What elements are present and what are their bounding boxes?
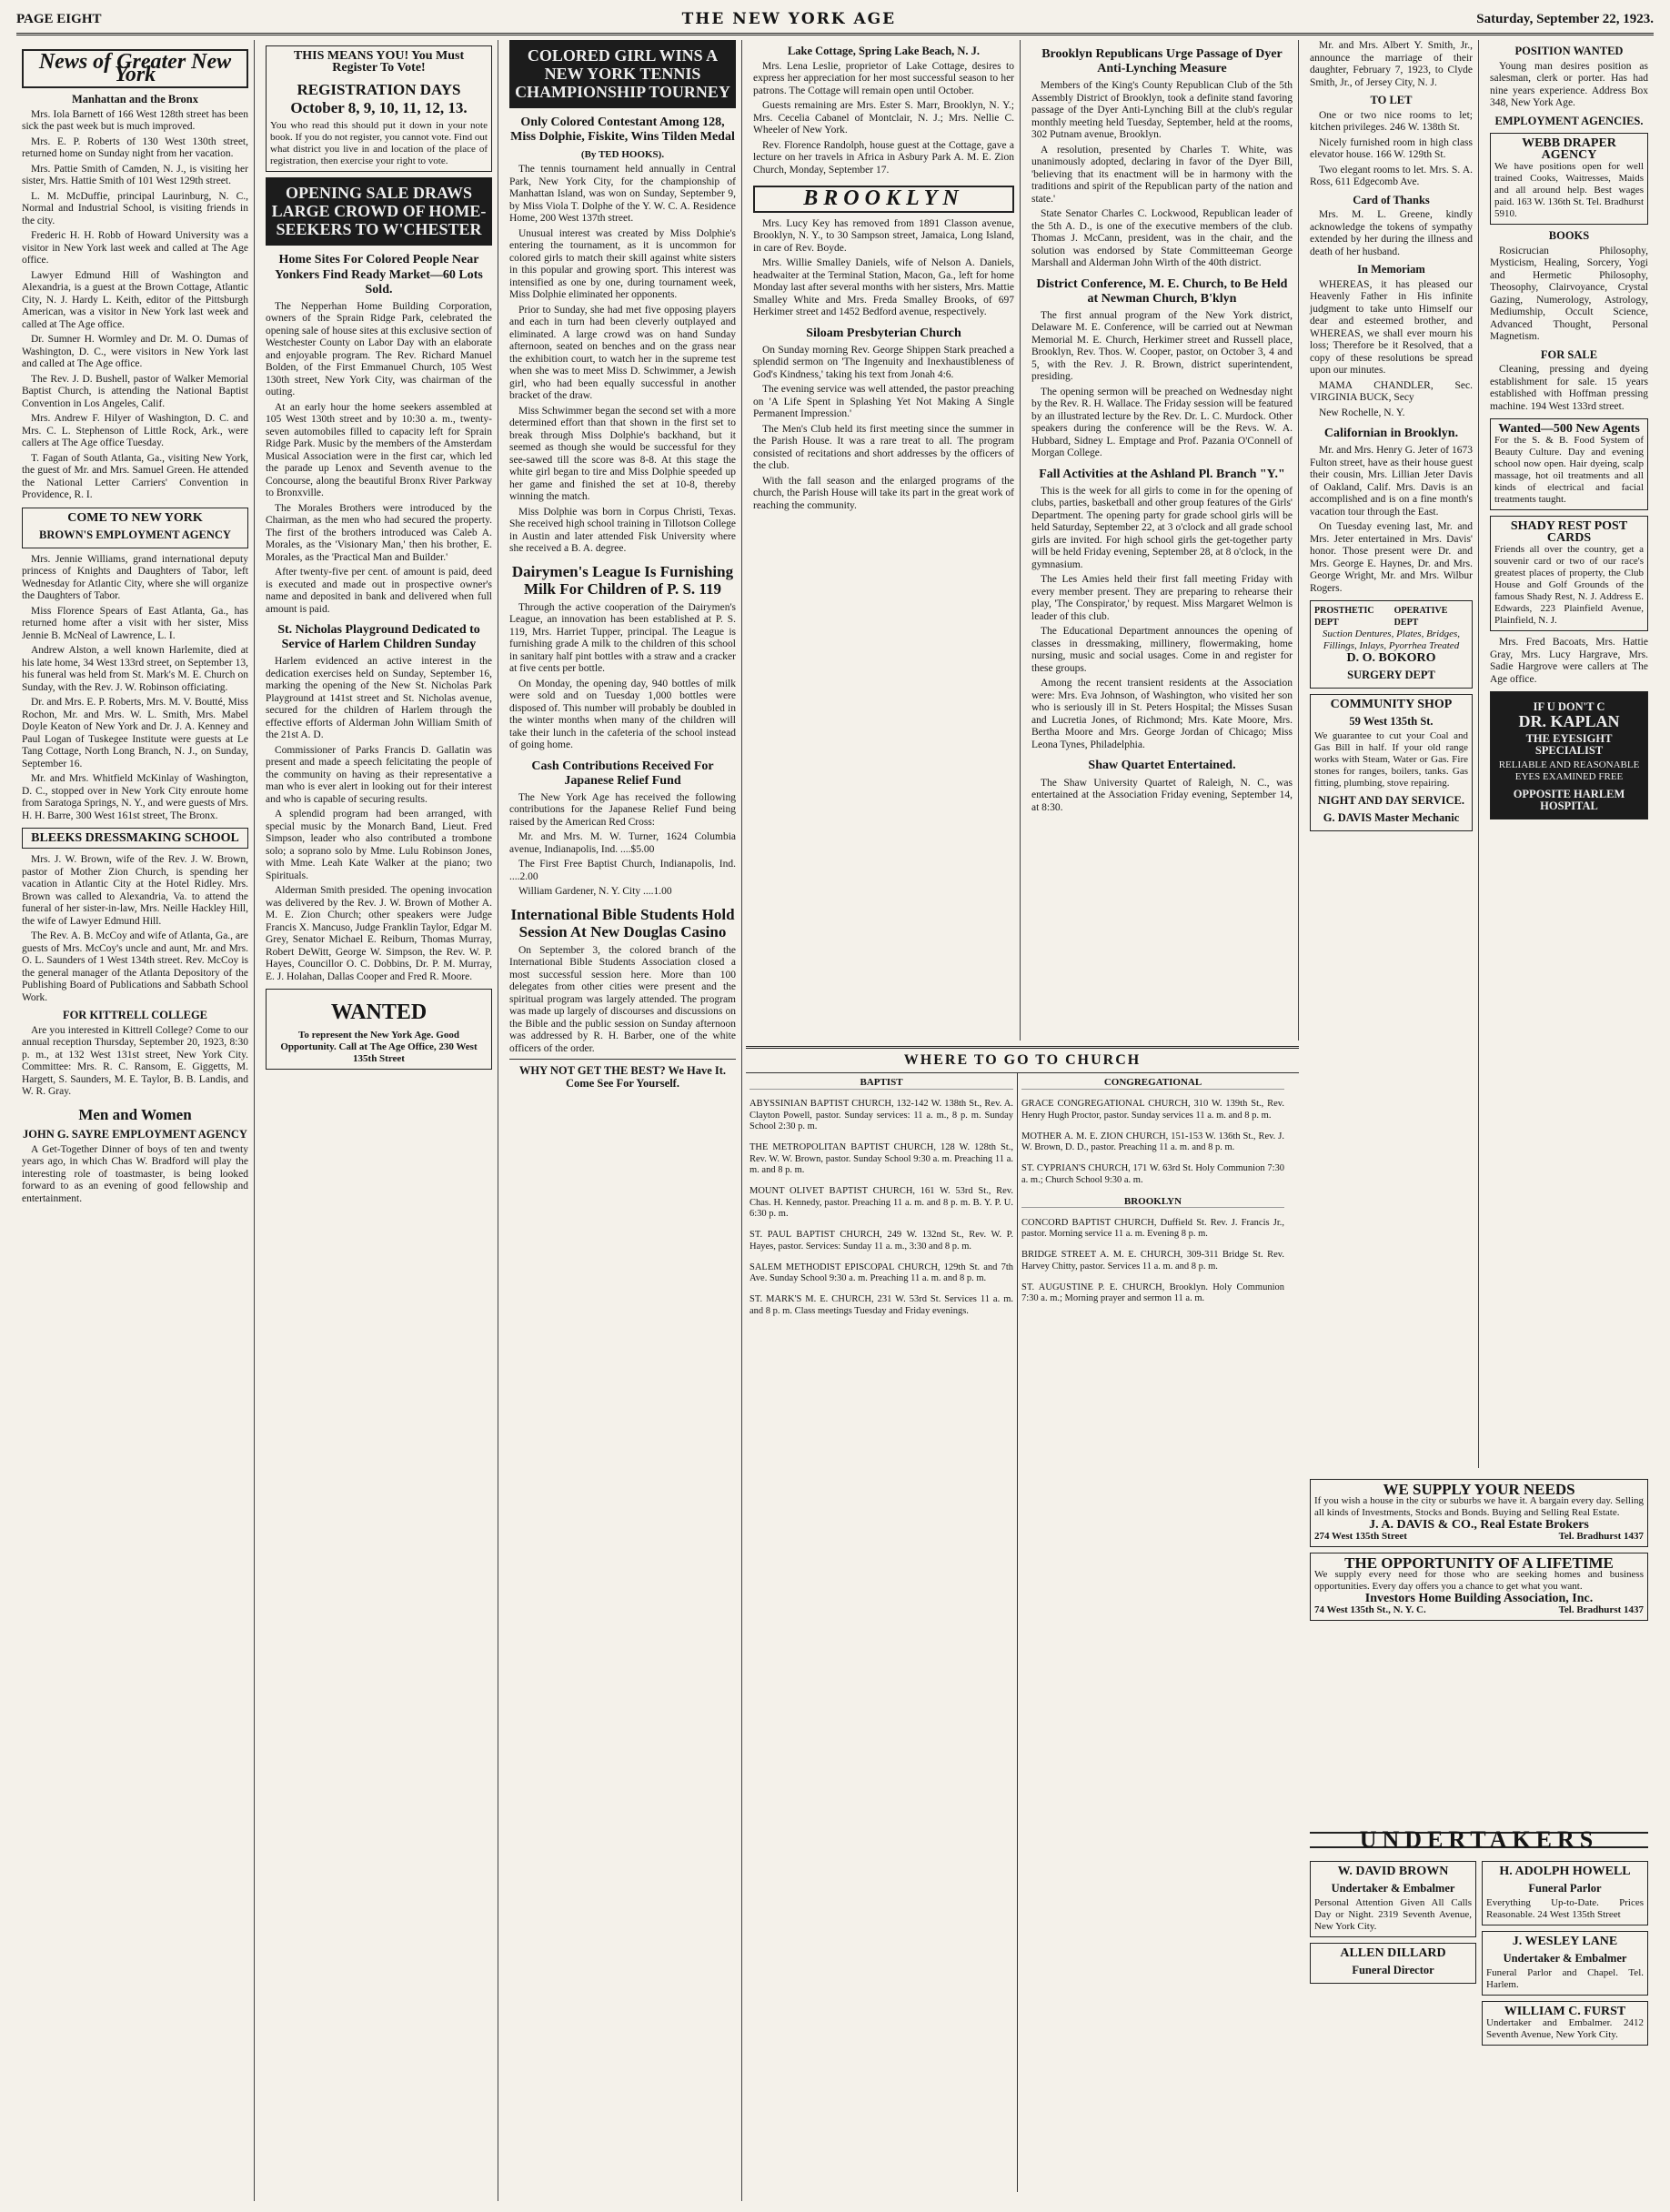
news-item: The Rev. A. B. McCoy and wife of Atlanta, Ga., are guests of Mrs. McCoy's uncle and aunt, Mr. and Mrs. O. L. Saunders of 1 West 134th street. Rev. McCoy is the general manager of the Atlanta Depository of the Publishing Board of Publications and Sabbath School Work. [22,930,248,1003]
article-paragraph: A resolution, presented by Charles T. White, was unanimously adopted, declaring in favor of the Dyer Bill, 'believing that its enactment will be in harmony with the traditions and spirit of the Republican party of the nation and state.' [1031,144,1293,205]
real-estate-ads [1304,1473,1654,1819]
ad-body: We guarantee to cut your Coal and Gas Bill in half. If your old range works with Steam, Water or Gas. Fire stones for ranges, boilers, tanks. Gas fitting, plumbing, stove repairing. [1314,730,1468,789]
newspaper-title: THE NEW YORK AGE [681,10,897,28]
classified-ad: Two elegant rooms to let. Mrs. S. A. Ross, 611 Edgecomb Ave. [1310,164,1473,187]
box-head: REGISTRATION DAYS October 8, 9, 10, 11, 12, 13. [290,81,468,116]
ad-sub: Undertaker & Embalmer [1331,1881,1455,1895]
article-paragraph: With the fall season and the enlarged programs of the church, the Parish House will take its part in the great work of reaching the community. [753,475,1014,511]
classified-ad: Nicely furnished room in high class elevator house. 166 W. 129th St. [1310,136,1473,160]
article-paragraph: Alderman Smith presided. The opening invocation was delivered by the Rev. J. W. Brown of Mother A. M. E. Zion Church; other speakers were Judge Francis X. Mancuso, Judge Franklin Taylor, Edgar M. Grey, Senator Michael E. Reiburn, Thomas Murray, Robert DeWitt, George W. Simpson, the Rev. W. P. Hayes, Councillor O. C. Dobbins, Dr. P. M. Murray, E. J. Holahan, Dallas Cooper and Fred R. Moore. [266,885,492,982]
reverse-headline: COLORED GIRL WINS A NEW YORK TENNIS CHAMPIONSHIP TOURNEY [509,40,736,108]
news-item: Mrs. Jennie Williams, grand international deputy princess of Knights and Daughters of Tabor, left Wednesday for Atlantic City, where she will organize the Daughters of Tabor. [22,553,248,601]
article-paragraph: Prior to Sunday, she had met five opposing players and each in turn had been cleverly outplayed and eliminated. A large crowd was on hand Sunday afternoon, seated on benches and on the grass near the exhibition court, to watch her in the supreme test when she was to meet Miss D. Schwimmer, a Jewish girl, who had been equally successful in another bracket of the draw. [509,304,736,402]
article-paragraph: Harlem evidenced an active interest in the dedication exercises held on Sunday, September 16, marking the opening of the New St. Nicholas Park Playground at 141st street and St. Nicholas avenue, secured for the children of Harlem through the effective efforts of Alderman John William Smith of the 21st A. D. [266,656,492,741]
dentist-services: Suction Dentures, Plates, Bridges, Fillings, Inlays, Pyorrhea Treated [1322,628,1461,652]
headline: Fall Activities at the Ashland Pl. Branch "Y." [1039,467,1285,481]
ad-title: COME TO NEW YORK [67,510,203,525]
ad-title: Wanted—500 New Agents [1498,422,1640,436]
church-column-right [1017,1073,1288,2192]
undertaker-ad [1310,1943,1476,1984]
denomination-label: CONGREGATIONAL [1021,1077,1284,1090]
news-item: Rev. Florence Randolph, house guest at the Cottage, gave a lecture on her travels in Africa in Asbury Park A. M. E. Zion Church, Monday, September 17. [753,139,1014,176]
article-paragraph: After twenty-five per cent. of amount is paid, deed is executed and made out in prospective owner's name and deposited in bank and delivered when full amount is paid. [266,567,492,615]
ad-line: RELIABLE AND REASONABLE EYES EXAMINED FREE [1498,759,1640,782]
dept-label: PROSTHETIC DEPT [1314,606,1374,628]
article-paragraph: The first annual program of the New York district, Delaware M. E. Conference, will be carried out at Newman Memorial M. E. Church, Herkimer street and Russell place, Brooklyn, Rev. Thos. W. Cooper, pastor, on October 3, 4 and 5, with the Rev. J. R. Brown, district superintendent, presiding. [1031,309,1293,383]
ad-body: For the S. & B. Food System of Beauty Culture. Day and evening school now open. Hair dyeing, scalp massage, hot oil treatments and all kinds of electrical and facial treatments taught. [1494,435,1644,505]
headline: Only Colored Contestant Among 128, Miss Dolphie, Fiskite, Wins Tilden Medal [510,116,735,145]
church-listing: THE METROPOLITAN BAPTIST CHURCH, 128 W. 128th St., Rev. W. W. Brown, pastor. Sunday School 9:30 a. m. Preaching 11 a. m. and 8 p. m. [749,1142,1013,1175]
section-banner: News of Greater New York [22,49,248,88]
news-item: Miss Florence Spears of East Atlanta, Ga., has returned home after a visit with her sister, Miss Jennie B. McNeal of Lawrence, L. I. [22,605,248,641]
ad-phone: Tel. Bradhurst 1437 [1558,1531,1644,1542]
classified-label: EMPLOYMENT AGENCIES. [1494,114,1644,127]
article-paragraph: The Educational Department announces the opening of classes in dressmaking, millinery, flowermaking, home nursing, music and social usages. Come in and register for these groups. [1031,626,1293,674]
church-listing: MOTHER A. M. E. ZION CHURCH, 151-153 W. 136th St., Rev. J. W. Brown, D. D., pastor. Preaching 11 a. m. and 8 p. m. [1021,1131,1284,1152]
classified-label: FOR SALE [1540,347,1598,361]
ad-body: Friends all over the country, get a souvenir card or two of our race's greatest places of property, the Club House and Golf Grounds of the famous Shady Rest, N. J. Address E. Edwards, 223 Plainfield Avenue, Plainfield, N. J. [1494,544,1644,626]
news-item: Guests remaining are Mrs. Ester S. Marr, Brooklyn, N. Y.; Mrs. Cecelia Cabanel of Montclair, N. J.; Mrs. Nellie C. Wheeler of New York. [753,100,1014,136]
contribution-line: William Gardener, N. Y. City ....1.00 [518,886,672,898]
denomination-label: BROOKLYN [1021,1196,1284,1209]
article-paragraph: Members of the King's County Republican Club of the 5th Assembly District of Brooklyn, took a definite stand favoring passage of the Dyer Anti-Lynching Bill at the club's regular monthly meeting held Tuesday, September, held at the rooms, 302 Putnam avenue, Brooklyn. [1031,80,1293,141]
article-paragraph: On Sunday morning Rev. George Shippen Stark preached a splendid sermon on 'The Ingenuity and Inexhaustibleness of God's Kindness,' taking his text from Jonah 4:6. [753,344,1014,380]
masthead [16,5,1654,35]
news-item: Mr. and Mrs. Whitfield McKinlay of Washington, D. C., stopped over in New York City enroute home from Saratoga Springs, N. Y., and were guests of Mrs. H. H. Barre, 300 West 161st street, The Bronx. [22,773,248,821]
box-body: You who read this should put it down in your note book. If you do not register, you cannot vote. Find out what district you live in and location of the place of registration, then exercise your right to vote. [270,120,488,167]
headline: District Conference, M. E. Church, to Be Held at Newman Church, B'klyn [1036,276,1288,306]
place: New Rochelle, N. Y. [1319,407,1405,418]
undertaker-ad [1310,1861,1476,1937]
dentist-name: D. O. BOKORO [1346,651,1436,666]
ad-title: WE SUPPLY YOUR NEEDS [1383,1481,1575,1498]
registration-box [266,45,492,172]
article-paragraph: The Nepperhan Home Building Corporation, owners of the Sprain Ridge Park, celebrated the opening sale of house sites at this exclusive section of Westchester County on Labor Day with an elaborate and enjoyable program. The Rev. Richard Manuel Bolden, of the First Emmanuel Church, 105 West 130th street, New York City, was chairman of the outing. [266,300,492,398]
news-item: Mr. and Mrs. Henry G. Jeter of 1673 Fulton street, have as their house guest their cousin, Mrs. Lillian Jeter Davis of Oakland, Calif. Mrs. Davis is an accomplished and is on a fine month's vacation tour through the East. [1310,445,1473,518]
ad-name: BROWN'S EMPLOYMENT AGENCY [39,528,231,541]
byline: (By TED HOOKS). [580,148,665,160]
ad-line: THE EYESIGHT SPECIALIST [1525,732,1613,757]
ad-sub: Funeral Director [1352,1963,1434,1976]
classified-label: TO LET [1370,94,1413,106]
headline: Home Sites For Colored People Near Yonkers Find Ready Market—60 Lots Sold. [275,253,483,297]
ad-name: WILLIAM C. FURST [1504,2004,1626,2018]
column-3 [504,40,742,2201]
ad-service: NIGHT AND DAY SERVICE. [1318,794,1464,808]
reverse-headline: OPENING SALE DRAWS LARGE CROWD OF HOME-SEEKERS TO W'CHESTER [266,177,492,246]
article-paragraph: Unusual interest was created by Miss Dolphie's entering the tournament, as it is uncommon for colored girls to match their skill against white sisters in this popular and growing sport. This interest was intensified as one by one, during tournament week, Miss Dolphie eliminated her opponents. [509,227,736,301]
classified-ad: Cleaning, pressing and dyeing establishment for sale. 15 years established with Hoffman pressing machine. 194 West 133rd street. [1490,364,1648,412]
classified-ad: Young man desires position as salesman, clerk or porter. Has had nine years experience. Address Box 348, New York Age. [1490,60,1648,108]
ad-address: 59 West 135th St. [1349,715,1434,729]
ad-body: Undertaker and Embalmer. 2412 Seventh Avenue, New York City. [1486,2016,1644,2040]
ad-body: Everything Up-to-Date. Prices Reasonable. 24 West 135th Street [1486,1896,1644,1920]
church-listing: ST. PAUL BAPTIST CHURCH, 249 W. 132nd St., Rev. W. P. Hayes, pastor. Services: Sunday 11 a. m., 3:30 and 8 p. m. [749,1230,1013,1252]
ad-title: COMMUNITY SHOP [1330,698,1453,712]
church-listing: ABYSSINIAN BAPTIST CHURCH, 132-142 W. 138th St., Rev. A. Clayton Powell, pastor. Sunday services: 11 a. m., 8 p. m. Sunday School 2:30 p. m. [749,1099,1013,1131]
dept-label: OPERATIVE DEPT [1393,606,1448,628]
headline: Dairymen's League Is Furnishing Milk For Children of P. S. 119 [511,562,734,598]
article-paragraph: At an early hour the home seekers assembled at 105 West 130th street and by 10:30 a. m., twenty-seven automobiles filled to capacity left for Sprain Ridge Park. Music by the members of the Amsterdam Musical Association were in the first car, which led the parade up Lenox and Seventh avenue to the Concourse, along the beautiful Bronx River Parkway to Bronxville. [266,401,492,499]
ad-body: If you wish a house in the city or suburbs we have it. A bargain every day. Selling all kinds of Investments, Stocks and Bonds. Buying and Selling Real Estate. [1314,1495,1644,1518]
news-item: Mrs. Iola Barnett of 166 West 128th street has been sick the past week but is much improved. [22,108,248,132]
headline: Brooklyn Republicans Urge Passage of Dyer Anti-Lynching Measure [1041,47,1283,76]
contribution-line: Mr. and Mrs. M. W. Turner, 1624 Columbia avenue, Indianapolis, Ind. ....$5.00 [509,831,736,855]
news-item: Andrew Alston, a well known Harlemite, died at his late home, 34 West 133rd street, on September 13, his funeral was held from St. Mark's M. E. Church on Sunday, with the Rev. J. W. Robinson officiating. [22,645,248,693]
wanted-box [266,989,492,1070]
article-paragraph: The tennis tournament held annually in Central Park, New York City, for the championship of Manhattan Island, was won on Sunday, September 9, by Miss Viola T. Dolphe of the Y. W. C. A. Residence Home, 200 West 137th street. [509,164,736,225]
ad-phone: Tel. Bradhurst 1437 [1558,1604,1644,1615]
news-item: T. Fagan of South Atlanta, Ga., visiting New York, the guest of Mr. and Mrs. Samuel Green. He attended the National Letter Carriers' Convention in Providence, R. I. [22,452,248,500]
dressmaking-ad [22,828,248,849]
article-paragraph: The Morales Brothers were introduced by the Chairman, as the men who had secured the property. The first of the brothers introduced was Caleb A. Morales, as the 'Visionary Man,' then his brother, E. Morales, as the 'Practical Man and Builder.' [266,502,492,563]
undertaker-ad [1482,1861,1648,1925]
brooklyn-banner: BROOKLYN [753,186,1014,213]
article-paragraph: This is the week for all girls to come in for the opening of clubs, parties, basketball and other group features of the Girls' Department. The opening party for grade school girls will be held Saturday, September 22, at 3 o'clock and all grade school girls are invited. For high school girls the get-together party will be held Friday evening, September 28, at 8 o'clock, in the gymnasium. [1031,485,1293,570]
subhead: FOR KITTRELL COLLEGE [62,1009,208,1021]
news-item: WHEREAS, it has pleased our Heavenly Father in His infinite judgment to take unto Himself our dear and esteemed brother, and WHEREAS, we shall ever mourn his loss; Therefore be it Resolved, that a copy of these resolutions be spread upon our minutes. [1310,278,1473,376]
article-paragraph: The opening sermon will be preached on Wednesday night by the Rev. R. H. Wallace. The Friday session will be featured by an illustrated lecture by the Rev. Dr. L. C. Murdock. Other speakers during the conference will be the Revs. W. A. Hubbard, Sidney L. Emptage and Prof. Pazania O'Connell of Morgan College. [1031,386,1293,459]
ad-title: WEBB DRAPER AGENCY [1522,136,1616,162]
ad-name: JOHN G. SAYRE EMPLOYMENT AGENCY [23,1128,247,1141]
column-5 [1026,40,1299,1041]
article-paragraph: On Monday, the opening day, 940 bottles of milk were sold and on Tuesday 1,000 bottles were disposed of. This number will probably be doubled in the winter months when many of the children will take their lunch in the cafeteria of the school instead of going home. [509,678,736,751]
news-item: Are you interested in Kittrell College? Come to our annual reception Thursday, September 20, 1923, 8:30 p. m., at 132 West 131st street, New York City. Committee: Mrs. R. C. Ransom, E. Giggetts, M. Hargett, S. Saunders, M. E. Taylor, B. B. Landis, and W. R. Gray. [22,1024,248,1097]
headline: Shaw Quartet Entertained. [1088,759,1236,773]
news-item: On Tuesday evening last, Mr. and Mrs. Jeter entertained in Mrs. Davis' honor. Those present were Dr. and Mrs. George E. Haynes, Dr. and Mrs. George Wright, Mr. and Mrs. Wilbur Rogers. [1310,521,1473,594]
news-item: Mrs. Pattie Smith of Camden, N. J., is visiting her sister, Mrs. Hattie Smith of 101 West 129th street. [22,163,248,186]
undertaker-ad [1482,2001,1648,2046]
ad-line: IF U DON'T C [1533,700,1605,713]
ad-body: We supply every need for those who are seeking homes and business opportunities. Every day offers you a chance to get what you want. [1314,1569,1644,1592]
article-paragraph: Commissioner of Parks Francis D. Gallatin was present and made a speech felicitating the people of the community on having as their representative a man who is ever alert in looking out for their interest and who is capable of securing results. [266,744,492,805]
subhead: Men and Women [78,1105,192,1123]
ad-teaser: WHY NOT GET THE BEST? We Have It. Come See For Yourself. [518,1064,727,1090]
church-listing: CONCORD BAPTIST CHURCH, Duffield St. Rev. J. Francis Jr., pastor. Morning service 11 a. m. Evening 8 p. m. [1021,1217,1284,1239]
church-listing: BRIDGE STREET A. M. E. CHURCH, 309-311 Bridge St. Rev. Harvey Chitty, pastor. Services 11 a. m. and 8 p. m. [1021,1250,1284,1272]
article-paragraph: Miss Schwimmer began the second set with a more determined effort than that shown in the first set to break through Miss Dolphie's backhand, but it seemed as though she would be successful for they see-sawed till the score was 8-8. At this stage the white girl began to tire and Miss Dolphie speeded up her game and finished the set at 10-8, thereby winning the match. [509,405,736,503]
column-1 [16,40,255,2201]
undertaker-ad [1482,1931,1648,1996]
ad-name: J. A. DAVIS & CO., Real Estate Brokers [1369,1518,1589,1532]
ad-name: J. WESLEY LANE [1512,1934,1618,1948]
headline: Siloam Presbyterian Church [806,326,961,340]
dept-label: SURGERY DEPT [1347,669,1435,682]
ad-name: W. DAVID BROWN [1337,1864,1449,1878]
classified-label: BOOKS [1548,229,1590,242]
webb-agency-ad [1490,133,1648,225]
ad-address: 274 West 135th Street [1314,1531,1407,1542]
classified-ad: One or two nice rooms to let; kitchen privileges. 246 W. 138th St. [1310,109,1473,133]
church-column-left [746,1073,1017,2192]
church-directory [746,1046,1299,2204]
headline: Lake Cottage, Spring Lake Beach, N. J. [787,45,981,57]
ad-name: ALLEN DILLARD [1340,1946,1446,1960]
section-head: Manhattan and the Bronx [71,93,199,106]
article-paragraph: Among the recent transient residents at the Association were: Mrs. Eva Johnson, of Washington, who visited her son who is seriously ill in St. Peters Hospital; the Misses Susan and Lucretia Jones, of Richmond; Mrs. Kate Moore, Mrs. Bertha Moore and Mrs. George Jordan of Chicago; Miss Leona Tynes, Philadelphia. [1031,678,1293,750]
church-directory-title: WHERE TO GO TO CHURCH [746,1049,1299,1073]
box-title: THIS MEANS YOU! You Must Register To Vote! [293,49,465,75]
employment-ad [22,508,248,548]
article-paragraph: A splendid program had been arranged, with special music by the Monarch Band, Lieut. Fred Simpson, leader who also contributed a trombone solo; a soprano solo by Mme. Lulu Robinson Jones, with Mme. Leah Kate Walker at the piano; two Spirituals. [266,809,492,881]
article-paragraph: The Men's Club held its first meeting since the summer in the Parish House. It was a rare treat to all. The program consisted of recitations and short addresses by the officers of the club. [753,423,1014,472]
undertakers-title: UNDERTAKERS [1310,1832,1648,1848]
news-item: Dr. and Mrs. E. P. Roberts, Mrs. M. V. Boutté, Miss Rochon, Mr. and Mrs. W. L. Smith, Mrs. Mabel Doyle Keaton of New York and Dr. J. A. Kenney and Paul Logan of Tuskegee Institute were guests at Le Tang Cottage, North Long Branch, N. J., on Sunday, September 16. [22,697,248,769]
ad-body: Funeral Parlor and Chapel. Tel. Harlem. [1486,1966,1644,1990]
investors-ad [1310,1553,1648,1621]
church-listing: SALEM METHODIST EPISCOPAL CHURCH, 129th St. and 7th Ave. Sunday School 9:30 a. m. Preaching 11 a. m. and 8 p. m. [749,1262,1013,1283]
denomination-label: BAPTIST [749,1077,1013,1090]
news-item: Mrs. Andrew F. Hilyer of Washington, D. C. and Mrs. C. L. Stephenson of Little Rock, Ark., were callers at The Age office Tuesday. [22,413,248,448]
dentist-ad [1310,600,1473,689]
news-item: Mrs. Fred Bacoats, Mrs. Hattie Gray, Mrs. Lucy Hargrave, Mrs. Sadie Hargrove were callers at The Age office. [1490,637,1648,685]
signature: MAMA CHANDLER, Sec. VIRGINIA BUCK, Secy [1310,379,1473,403]
community-shop-ad [1310,694,1473,831]
news-item: A Get-Together Dinner of boys of ten and twenty years ago, in which Chas W. Bradford will play the interesting role of toastmaster, is being looked forward to as an evening of good fellowship and entertainment. [22,1143,248,1204]
optometrist-ad [1490,691,1648,819]
headline: Card of Thanks [1353,193,1430,206]
ad-title: SHADY REST POST CARDS [1510,519,1628,545]
article-paragraph: State Senator Charles C. Lockwood, Republican leader of the 5th A. D., is one of the executive members of the club. Thomas J. McCann, president, was in the chair, and the solution was endorsed by State Committeeman George Marshall and Alderman John Wirth of the 40th district. [1031,208,1293,269]
news-item: Mrs. Lena Leslie, proprietor of Lake Cottage, desires to express her appreciation for her most successful season to her patrons. The Cottage will remain open until October. [753,60,1014,96]
article-paragraph: The New York Age has received the following contributions for the Japanese Relief Fund being raised by the American Red Cross: [509,791,736,828]
news-item: Mrs. E. P. Roberts of 130 West 130th street, returned home on Sunday night from her vacation. [22,136,248,159]
news-item: The Rev. J. D. Bushell, pastor of Walker Memorial Baptist Church, is attending the National Baptist Convention in Los Angeles, Calif. [22,373,248,409]
ad-sub: Undertaker & Embalmer [1503,1951,1627,1965]
undertakers-section [1304,1825,1654,2201]
post-cards-ad [1490,516,1648,631]
classified-label: POSITION WANTED [1514,45,1624,57]
ad-proprietor: G. DAVIS Master Mechanic [1323,811,1460,825]
article-paragraph: The evening service was well attended, the pastor preaching on 'A Life Spent in Splashing Yet Not Making A Single Permanent Impression.' [753,384,1014,420]
column-2 [260,40,498,2201]
article-paragraph: Miss Dolphie was born in Corpus Christi, Texas. She received high school training in Tillotson College in Austin and later attended Fisk University where she received a B. A. degree. [509,506,736,555]
ad-title: DR. KAPLAN [1518,712,1620,730]
ad-name: H. ADOLPH HOWELL [1499,1864,1631,1878]
headline: Californian in Brooklyn. [1323,427,1459,440]
church-listing: ST. MARK'S M. E. CHURCH, 231 W. 53rd St. Services 11 a. m. and 8 p. m. Class meetings Tuesday and Friday evenings. [749,1294,1013,1316]
news-item: L. M. McDuffie, principal Laurinburg, N. C., Normal and Industrial School, is visiting friends in the city. [22,190,248,226]
ad-title: THE OPPORTUNITY OF A LIFETIME [1344,1554,1614,1572]
news-item: Lawyer Edmund Hill of Washington and Alexandria, is a guest at the Brown Cottage, Atlantic City, N. J. Hardy L. Keith, editor of the Pittsburgh American, was a visitor in New York last week and called at The Age office. [22,269,248,330]
news-item: Mrs. M. L. Greene, kindly acknowledge the tokens of sympathy extended by her during the illness and death of her husband. [1310,209,1473,257]
ad-body: We have positions open for well trained Cooks, Waitresses, Maids and all around help. Best wages paid. 163 W. 136th St. Tel. Bradhurst 5910. [1494,161,1644,219]
news-item: Frederic H. H. Robb of Howard University was a visitor in New York last week and called at The Age office. [22,230,248,266]
news-item: Dr. Sumner H. Wormley and Dr. M. O. Dumas of Washington, D. C., were visitors in New York last and called at The Age office. [22,334,248,369]
ad-title: BLEEKS DRESSMAKING SCHOOL [31,831,239,845]
article-paragraph: The Les Amies held their first fall meeting Friday with every member present. They are preparing to rehearse their play, 'The Conspirator,' by request. Miss Margaret Welmon is leader of this club. [1031,574,1293,622]
ad-line: OPPOSITE HARLEM HOSPITAL [1513,788,1625,812]
article-paragraph: On September 3, the colored branch of the International Bible Students Association closed a most successful session here. More than 100 delegates from other cities were present and the spiritual program was largely attended. The program was made up largely of discourses and discussions on the Bible and the public session on Sunday afternoon was addressed by R. H. Barber, one of the white officers of the order. [509,944,736,1054]
ad-body: Personal Attention Given All Calls Day or Night. 2319 Seventh Avenue, New York City. [1314,1896,1472,1932]
headline: In Memoriam [1357,263,1425,276]
page-number: PAGE EIGHT [16,11,102,26]
headline: International Bible Students Hold Session At New Douglas Casino [510,905,735,941]
column-6 [1304,40,1479,1468]
ad-name: Investors Home Building Association, Inc. [1364,1592,1594,1605]
contribution-line: The First Free Baptist Church, Indianapolis, Ind. ....2.00 [509,859,736,882]
article-paragraph: The Shaw University Quartet of Raleigh, N. C., was entertained at the Association Friday evening, September 14, at 8:30. [1031,777,1293,813]
column-4 [748,40,1021,1041]
headline: Cash Contributions Received For Japanese Relief Fund [531,759,714,788]
church-listing: GRACE CONGREGATIONAL CHURCH, 310 W. 139th St., Rev. Henry Hugh Proctor, pastor. Sunday services 11 a. m. and 8 p. m. [1021,1099,1284,1121]
ad-sub: Funeral Parlor [1528,1881,1602,1895]
news-item: Mrs. J. W. Brown, wife of the Rev. J. W. Brown, pastor of Mother Zion Church, is spending her vacation in Atlantic City at the Hotel Ridley. Mrs. Brown was called to Alexandria, Va. to attend the funeral of her sister-in-law, Mrs. Neille Hackley Hill, the wife of Lawyer Edmund Hill. [22,854,248,927]
church-listing: MOUNT OLIVET BAPTIST CHURCH, 161 W. 53rd St., Rev. Chas. H. Kennedy, pastor. Preaching 11 a. m. and 8 p. m. B. Y. P. U. 6:30 p. m. [749,1186,1013,1219]
davis-real-estate-ad [1310,1479,1648,1547]
headline: St. Nicholas Playground Dedicated to Service of Harlem Children Sunday [277,623,480,652]
classified-ad: Rosicrucian Philosophy, Mysticism, Healing, Sorcery, Yogi and Hermetic Philosophy, Theosophy, Clairvoyance, Crystal Gazing, Numerology, Astrology, Mediumship, Occult Science, Advanced Thought, Personal Magnetism. [1490,245,1648,342]
church-listing: ST. AUGUSTINE P. E. CHURCH, Brooklyn. Holy Communion 7:30 a. m.; Morning prayer and sermon 11 a. m. [1021,1282,1284,1303]
issue-date: Saturday, September 22, 1923. [1476,11,1654,26]
news-item: Mr. and Mrs. Albert Y. Smith, Jr., announce the marriage of their daughter, February 7, 1923, to Clyde Smith, Jr., of Jersey City, N. J. [1310,40,1473,88]
wanted-title: WANTED [330,1000,428,1025]
column-7 [1484,40,1654,1468]
ad-address: 74 West 135th St., N. Y. C. [1314,1604,1426,1615]
agents-wanted-ad [1490,418,1648,510]
wanted-body: To represent the New York Age. Good Opportunity. Call at The Age Office, 230 West 135th Street [280,1030,478,1065]
article-paragraph: Through the active cooperation of the Dairymen's League, an innovation has been established at P. S. 119, Mrs. Harriet Tupper, principal. The League is furnishing grade A milk to the children of this school in sanitary half pint bottles with a straw and a cracker at five cents per bottle. [509,601,736,675]
news-item: Mrs. Willie Smalley Daniels, wife of Nelson A. Daniels, headwaiter at the Terminal Station, Macon, Ga., left for home Monday last after several months with her sisters, Mrs. Mattie Smalley White and Mrs. Freda Smalley Brooks, of 697 Herkimer street and 1452 Bedford avenue, respectively. [753,257,1014,317]
news-item: Mrs. Lucy Key has removed from 1891 Classon avenue, Brooklyn, N. Y., to 30 Sampson street, Jamaica, Long Island, in care of Rev. Boyde. [753,217,1014,254]
church-listing: ST. CYPRIAN'S CHURCH, 171 W. 63rd St. Holy Communion 7:30 a. m.; Church School 9:30 a. m. [1021,1163,1284,1185]
